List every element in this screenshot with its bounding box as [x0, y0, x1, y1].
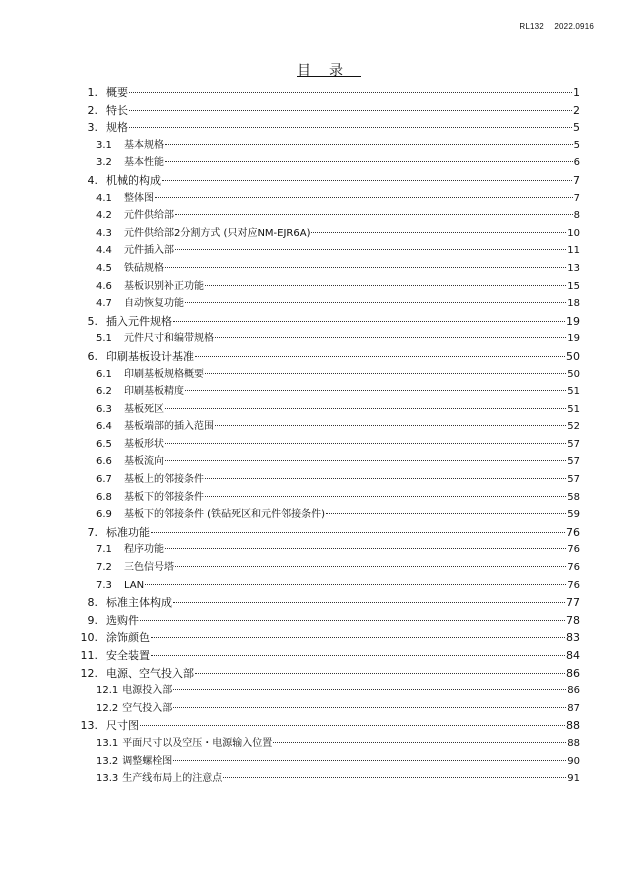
toc-entry-number: 4.1	[96, 192, 112, 204]
toc-entry-number: 12.	[80, 666, 98, 680]
toc-entry-page: 91	[567, 773, 580, 785]
toc-entry-page: 87	[567, 702, 580, 714]
toc-dot-leader	[173, 602, 565, 603]
toc-entry-number: 2.	[87, 103, 98, 117]
toc-entry-page: 2	[573, 103, 580, 117]
toc-entry-number: 6.8	[96, 491, 112, 503]
toc-entry-label: 基板上的邻接条件	[124, 474, 204, 486]
toc-dot-leader	[140, 725, 565, 726]
toc-dot-leader	[173, 689, 566, 690]
toc-entry-label: 基板识别补正功能	[124, 280, 204, 292]
toc-dot-leader	[195, 673, 565, 674]
toc-entry-number: 4.7	[96, 298, 112, 310]
toc-dot-leader	[155, 197, 573, 198]
toc-entry[interactable]	[75, 313, 580, 331]
toc-entry-label: 元件尺寸和编带规格	[124, 333, 214, 345]
toc-entry[interactable]	[75, 401, 580, 419]
toc-dot-leader	[175, 214, 573, 215]
toc-entry-page: 15	[567, 280, 580, 292]
toc-entry[interactable]	[75, 383, 580, 401]
toc-entry[interactable]	[75, 348, 580, 366]
toc-entry-label: 规格	[106, 121, 128, 135]
toc-entry-page: 84	[566, 649, 580, 662]
toc-dot-leader	[195, 356, 565, 357]
toc-dot-leader	[162, 180, 572, 181]
toc-dot-leader	[205, 285, 566, 286]
toc-entry-label: 程序功能	[124, 544, 164, 556]
toc-dot-leader	[165, 460, 566, 461]
toc-entry-label: 印刷基板精度	[124, 386, 184, 398]
toc-entry-number: 7.1	[96, 544, 112, 556]
toc-dot-leader	[165, 267, 566, 268]
toc-entry-label: 插入元件规格	[106, 314, 172, 328]
toc-entry[interactable]	[75, 436, 580, 454]
toc-entry-number: 4.3	[96, 227, 112, 239]
toc-entry[interactable]	[75, 489, 580, 507]
toc-entry-label: 电源、空气投入部	[106, 666, 194, 680]
toc-dot-leader	[223, 777, 566, 778]
toc-title	[0, 60, 640, 80]
toc-entry-page: 52	[567, 421, 580, 433]
toc-entry-number: 6.6	[96, 456, 112, 468]
toc-entry-number: 7.2	[96, 562, 112, 574]
toc-entry-number: 6.7	[96, 474, 112, 486]
toc-entry[interactable]	[75, 506, 580, 524]
toc-entry-page: 11	[567, 245, 580, 257]
toc-entry-label: 元件供给部2分割方式 (只对应NM-EJR6A)	[124, 227, 311, 239]
toc-entry-number: 3.1	[96, 139, 112, 151]
toc-entry-number: 6.3	[96, 403, 112, 415]
toc-dot-leader	[215, 337, 566, 338]
toc-entry[interactable]	[75, 647, 580, 665]
toc-entry-page: 13	[567, 262, 580, 274]
toc-entry-number: 5.1	[96, 333, 112, 345]
toc-entry-number: 13.3	[96, 773, 119, 785]
toc-dot-leader	[129, 110, 572, 111]
toc-entry-page: 83	[566, 631, 580, 645]
toc-entry[interactable]	[75, 242, 580, 260]
toc-entry[interactable]	[75, 577, 580, 595]
toc-entry[interactable]	[75, 612, 580, 630]
toc-entry-label: 概要	[106, 86, 128, 99]
toc-entry-page: 1	[573, 86, 580, 99]
toc-entry-label: 机械的构成	[106, 173, 161, 187]
toc-entry-label: 基板下的邻接条件	[124, 491, 204, 503]
toc-entry-label: 基本性能	[124, 157, 164, 169]
toc-dot-leader	[185, 302, 566, 303]
toc-dot-leader	[140, 620, 565, 621]
toc-entry-number: 6.2	[96, 386, 112, 398]
toc-entry-label: 印刷基板规格概要	[124, 368, 204, 380]
toc-entry-page: 10	[567, 227, 580, 239]
toc-entry-page: 6	[573, 157, 580, 169]
toc-dot-leader	[151, 637, 565, 638]
toc-entry[interactable]	[75, 717, 580, 735]
toc-entry-label: 基板死区	[124, 403, 164, 415]
toc-entry-number: 12.2	[96, 702, 119, 714]
toc-entry-page: 50	[567, 368, 580, 380]
toc-entry-label: 铁砧规格	[124, 262, 164, 274]
toc-dot-leader	[326, 513, 566, 514]
toc-entry-page: 51	[567, 403, 580, 415]
toc-entry-number: 9.	[87, 613, 98, 627]
toc-title-text: 目录	[297, 63, 361, 79]
toc-entry-number: 5.	[87, 314, 98, 328]
toc-entry-number: 6.5	[96, 438, 112, 450]
toc-entry[interactable]	[75, 541, 580, 559]
toc-entry[interactable]	[75, 753, 580, 771]
toc-entry-number: 7.	[87, 525, 98, 539]
toc-entry-label: 元件插入部	[124, 245, 174, 257]
toc-dot-leader	[165, 443, 566, 444]
toc-entry[interactable]	[75, 260, 580, 278]
toc-entry[interactable]	[75, 735, 580, 753]
toc-entry-page: 50	[566, 349, 580, 363]
toc-entry-label: 空气投入部	[122, 702, 173, 714]
toc-entry[interactable]	[75, 366, 580, 384]
doc-code: RL132	[519, 22, 544, 31]
toc-entry[interactable]	[75, 102, 580, 120]
toc-entry-label: 标准功能	[106, 525, 150, 539]
toc-entry[interactable]	[75, 682, 580, 700]
toc-dot-leader	[205, 496, 566, 497]
toc-entry-page: 76	[567, 579, 580, 591]
toc-entry-page: 88	[567, 737, 580, 749]
toc-entry-label: 元件供给部	[124, 210, 174, 222]
toc-entry-label: 标准主体构成	[106, 596, 172, 610]
toc-entry-label: 选购件	[106, 613, 139, 627]
toc-entry[interactable]	[75, 84, 580, 102]
toc-entry-page: 18	[567, 298, 580, 310]
toc-entry-label: 安全装置	[106, 649, 150, 662]
toc-entry[interactable]	[75, 207, 580, 225]
toc-entry-label: 调整螺栓图	[122, 755, 173, 767]
toc-entry-number: 13.2	[96, 755, 119, 767]
toc-entry[interactable]	[75, 119, 580, 137]
toc-entry[interactable]	[75, 700, 580, 718]
toc-entry-page: 86	[567, 685, 580, 697]
toc-entry-page: 76	[566, 525, 580, 539]
toc-entry[interactable]	[75, 665, 580, 683]
toc-entry[interactable]	[75, 453, 580, 471]
toc-entry-page: 59	[567, 509, 580, 521]
toc-dot-leader	[205, 373, 566, 374]
toc-entry-page: 8	[573, 210, 580, 222]
toc-dot-leader	[215, 425, 566, 426]
toc-entry[interactable]	[75, 137, 580, 155]
toc-dot-leader	[205, 478, 566, 479]
toc-dot-leader	[173, 321, 565, 322]
toc-entry-label: LAN	[124, 579, 145, 591]
toc-entry-label: 生产线布局上的注意点	[122, 773, 223, 785]
toc-entry-page: 76	[567, 562, 580, 574]
toc-dot-leader	[175, 566, 566, 567]
toc-entry-page: 7	[573, 173, 580, 187]
toc-entry[interactable]	[75, 172, 580, 190]
toc-entry-number: 3.2	[96, 157, 112, 169]
toc-entry-number: 10.	[80, 631, 98, 645]
toc-entry-number: 4.5	[96, 262, 112, 274]
toc-entry-page: 90	[567, 755, 580, 767]
toc-dot-leader	[175, 249, 566, 250]
toc-entry-page: 19	[567, 333, 580, 345]
toc-entry-page: 5	[573, 121, 580, 135]
toc-entry-label: 基本规格	[124, 139, 164, 151]
toc-entry-label: 基板形状	[124, 438, 164, 450]
toc-entry-number: 7.3	[96, 579, 112, 591]
toc-entry[interactable]	[75, 154, 580, 172]
toc-entry-number: 8.	[87, 596, 98, 610]
toc-entry[interactable]	[75, 190, 580, 208]
toc-entry-page: 51	[567, 386, 580, 398]
toc-entry-label: 印刷基板设计基准	[106, 349, 194, 363]
toc-dot-leader	[151, 655, 565, 656]
table-of-contents	[75, 84, 580, 788]
toc-dot-leader	[165, 548, 566, 549]
toc-entry-number: 4.	[87, 173, 98, 187]
toc-entry-page: 76	[567, 544, 580, 556]
toc-entry[interactable]	[75, 330, 580, 348]
toc-dot-leader	[165, 161, 573, 162]
toc-entry-label: 平面尺寸以及空压・电源输入位置	[122, 737, 273, 749]
toc-entry[interactable]	[75, 594, 580, 612]
toc-entry-label: 自动恢复功能	[124, 298, 184, 310]
toc-entry-number: 4.6	[96, 280, 112, 292]
toc-dot-leader	[185, 390, 566, 391]
toc-entry[interactable]	[75, 559, 580, 577]
toc-entry-label: 三色信号塔	[124, 562, 174, 574]
toc-dot-leader	[151, 532, 565, 533]
toc-entry-label: 基板流向	[124, 456, 164, 468]
toc-entry-number: 4.4	[96, 245, 112, 257]
toc-dot-leader	[311, 232, 566, 233]
toc-entry-label: 涂饰颜色	[106, 631, 150, 645]
toc-entry[interactable]	[75, 225, 580, 243]
toc-entry-label: 尺寸图	[106, 719, 139, 733]
toc-entry-page: 86	[566, 666, 580, 680]
toc-entry-page: 77	[566, 596, 580, 610]
toc-entry-number: 1.	[87, 86, 98, 99]
document-header	[519, 22, 594, 31]
toc-entry-number: 4.2	[96, 210, 112, 222]
toc-entry-number: 6.	[87, 349, 98, 363]
toc-dot-leader	[145, 584, 566, 585]
toc-entry-number: 6.1	[96, 368, 112, 380]
toc-entry-number: 11.	[80, 649, 98, 662]
toc-entry[interactable]	[75, 471, 580, 489]
toc-entry-number: 6.4	[96, 421, 112, 433]
toc-dot-leader	[129, 92, 572, 93]
doc-date: 2022.0916	[554, 22, 594, 31]
toc-dot-leader	[173, 707, 566, 708]
toc-dot-leader	[173, 760, 566, 761]
toc-entry[interactable]	[75, 278, 580, 296]
toc-dot-leader	[165, 408, 566, 409]
toc-entry-page: 5	[573, 139, 580, 151]
toc-entry-label: 电源投入部	[122, 685, 173, 697]
toc-entry-number: 13.1	[96, 737, 119, 749]
toc-entry-page: 78	[566, 613, 580, 627]
toc-dot-leader	[129, 127, 572, 128]
toc-entry[interactable]	[75, 524, 580, 542]
toc-entry-number: 13.	[80, 719, 98, 733]
toc-entry-page: 57	[567, 456, 580, 468]
toc-entry[interactable]	[75, 629, 580, 647]
toc-dot-leader	[273, 742, 566, 743]
toc-dot-leader	[165, 144, 573, 145]
toc-entry[interactable]	[75, 295, 580, 313]
toc-entry-label: 基板下的邻接条件 (铁砧死区和元件邻接条件)	[124, 509, 325, 521]
toc-entry-number: 12.1	[96, 685, 119, 697]
toc-entry-label: 特长	[106, 103, 128, 117]
toc-entry-page: 88	[566, 719, 580, 733]
toc-entry[interactable]	[75, 418, 580, 436]
toc-entry-page: 19	[566, 314, 580, 328]
toc-entry-number: 3.	[87, 121, 98, 135]
toc-entry-page: 7	[573, 192, 580, 204]
toc-entry-label: 整体图	[124, 192, 154, 204]
toc-entry-label: 基板端部的插入范围	[124, 421, 214, 433]
toc-entry[interactable]	[75, 770, 580, 788]
toc-entry-number: 6.9	[96, 509, 112, 521]
toc-entry-page: 57	[567, 438, 580, 450]
toc-entry-page: 58	[567, 491, 580, 503]
toc-entry-page: 57	[567, 474, 580, 486]
